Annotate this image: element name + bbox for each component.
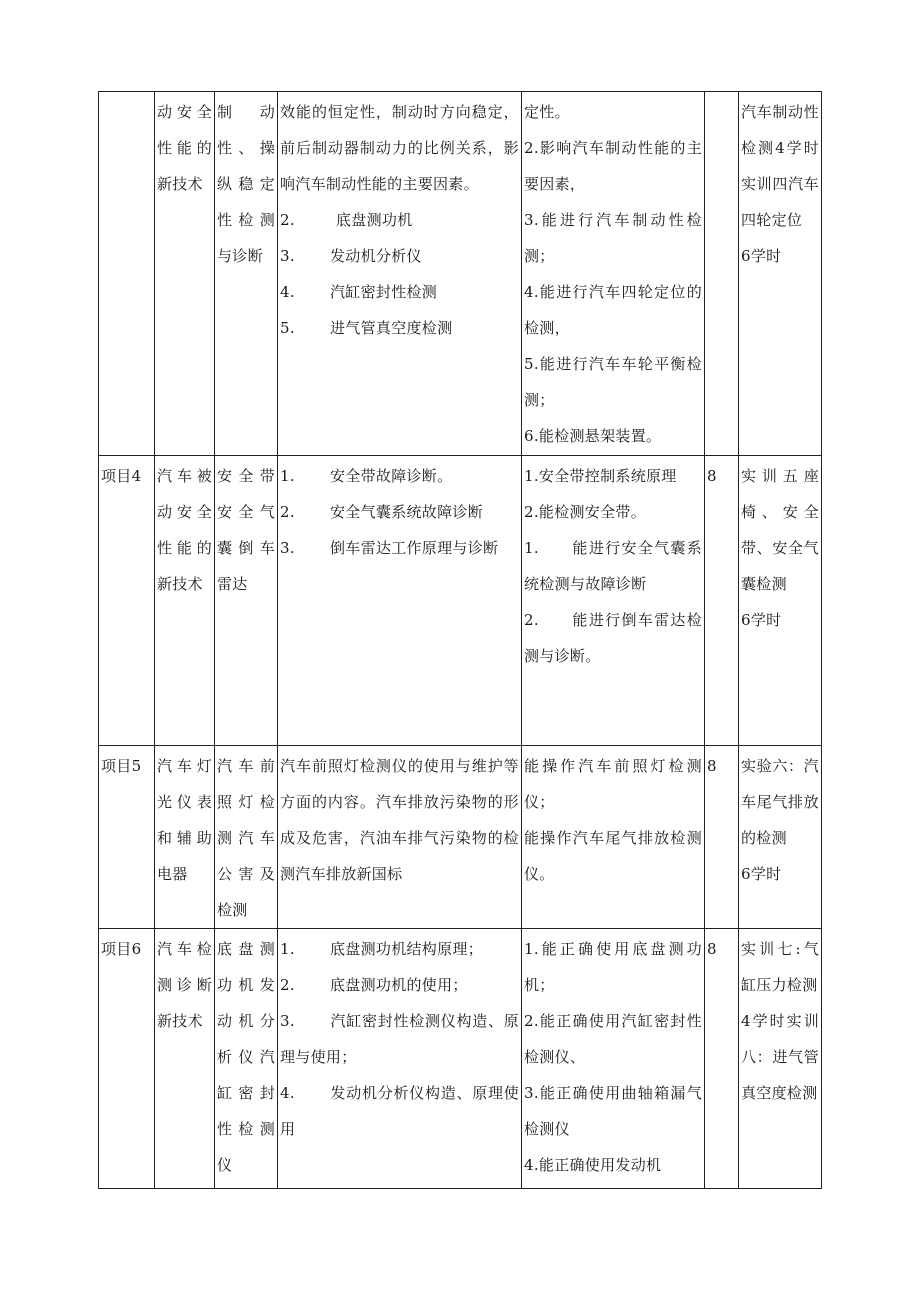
project-cell: 项目5 <box>99 746 155 929</box>
hours-cell <box>705 92 739 456</box>
hours-cell: 8 <box>705 929 739 1189</box>
table-row <box>99 92 822 456</box>
hours-cell: 8 <box>705 456 739 746</box>
knowledge-cell: 汽车前照灯检测仪的使用与维护等方面的内容。汽车排放污染物的形成及危害，汽油车排气污染物的检测汽车排放新国标 <box>278 746 522 929</box>
title-cell: 汽车被动安全性能的新技术 <box>155 456 215 746</box>
table-row <box>99 746 822 929</box>
skills-cell: 定性。 2.影响汽车制动性能的主要因素， 3.能进行汽车制动性检测； 4.能进行汽车四轮定位的检测， 5.能进行汽车车轮平衡检测； 6.能检测悬架装置。 <box>522 92 705 456</box>
title-cell: 汽车灯光仪表和辅助电器 <box>155 746 215 929</box>
title-cell: 动安全性能的新技术 <box>155 92 215 456</box>
course-table <box>98 91 822 1189</box>
title-cell: 汽车检测诊断新技术 <box>155 929 215 1189</box>
skills-cell: 能操作汽车前照灯检测仪； 能操作汽车尾气排放检测仪。 <box>522 746 705 929</box>
content-cell: 汽车前照灯检测汽车公害及检测 <box>215 746 278 929</box>
skills-cell: 1.安全带控制系统原理 2.能检测安全带。 1. 能进行安全气囊系统检测与故障诊断 2. 能进行倒车雷达检测与诊断。 <box>522 456 705 746</box>
table-row <box>99 456 822 746</box>
project-cell <box>99 92 155 456</box>
knowledge-intro: 效能的恒定性，制动时方向稳定，前后制动器制动力的比例关系，影响汽车制动性能的主要因素。 <box>280 103 519 193</box>
skills-cell: 1.能正确使用底盘测功机； 2.能正确使用汽缸密封性检测仪、 3.能正确使用曲轴箱漏气检测仪 4.能正确使用发动机 <box>522 929 705 1189</box>
practice-cell: 实训五座椅、安全带、安全气囊检测 6学时 <box>739 456 822 746</box>
content-cell: 制动性、操纵稳定性检测与诊断 <box>215 92 278 456</box>
content-cell: 底盘测功机发动机分析仪汽缸密封性检测仪 <box>215 929 278 1189</box>
knowledge-cell: 1. 安全带故障诊断。 2. 安全气囊系统故障诊断 3. 倒车雷达工作原理与诊断 <box>278 456 522 746</box>
practice-cell: 实验六：汽车尾气排放的检测 6学时 <box>739 746 822 929</box>
practice-cell: 汽车制动性检测4学时实训四汽车四轮定位 6学时 <box>739 92 822 456</box>
practice-cell: 实训七:气缸压力检测 4学时实训八：进气管真空度检测 <box>739 929 822 1189</box>
content-cell: 安全带安全气囊倒车雷达 <box>215 456 278 746</box>
project-cell: 项目4 <box>99 456 155 746</box>
knowledge-cell: 效能的恒定性，制动时方向稳定，前后制动器制动力的比例关系，影响汽车制动性能的主要因素。 2. 底盘测功机 3. 发动机分析仪 4. 汽缸密封性检测 5. 进气管真空度检测 <box>278 92 522 456</box>
knowledge-cell: 1. 底盘测功机结构原理； 2. 底盘测功机的使用； 3. 汽缸密封性检测仪构造、原理与使用； 4. 发动机分析仪构造、原理使用 <box>278 929 522 1189</box>
hours-cell: 8 <box>705 746 739 929</box>
project-cell: 项目6 <box>99 929 155 1189</box>
table-row <box>99 929 822 1189</box>
